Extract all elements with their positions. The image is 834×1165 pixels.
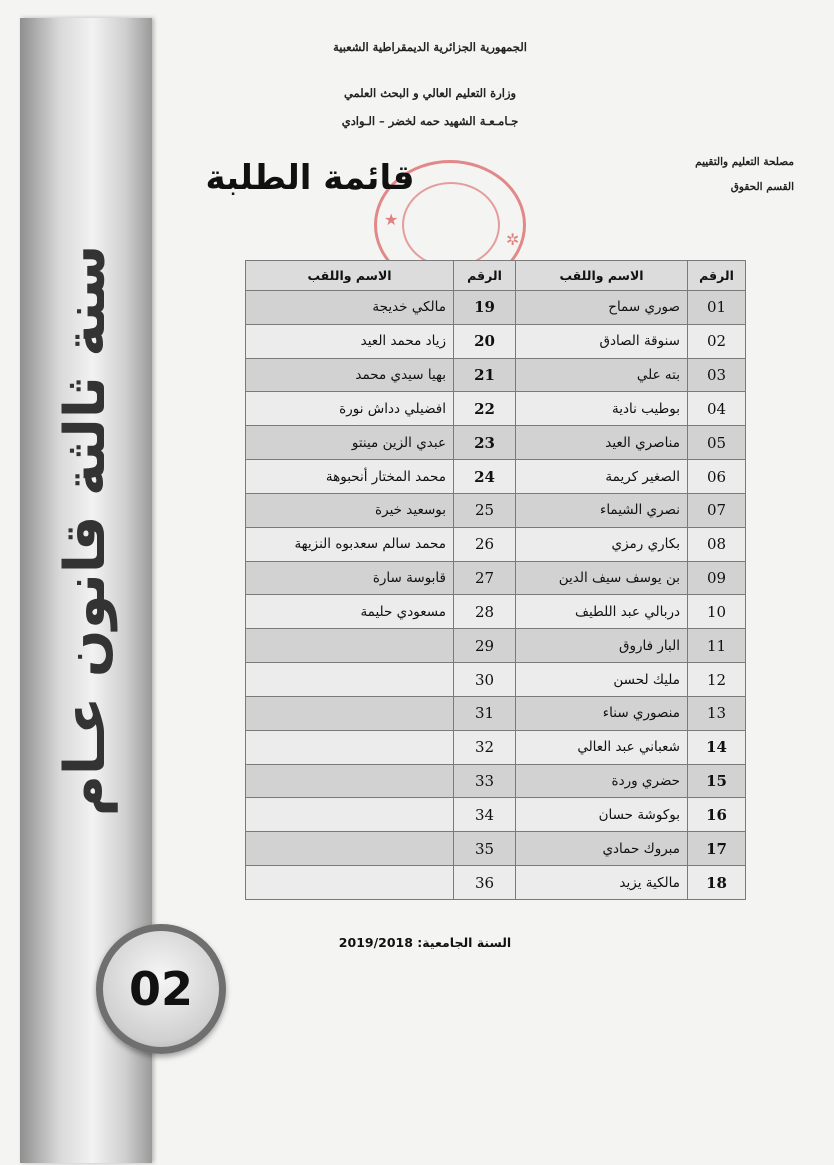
banner-title-wrap <box>22 244 150 816</box>
row-number: 06 <box>688 460 746 494</box>
row-number: 33 <box>454 764 516 798</box>
col-name-header: الاسم واللقب <box>516 261 688 291</box>
republic-header: الجمهورية الجزائرية الديمقراطية الشعبية <box>333 40 527 54</box>
student-name: حضري وردة <box>516 764 688 798</box>
row-number: 08 <box>688 527 746 561</box>
table-row <box>246 527 746 561</box>
row-number: 17 <box>688 832 746 866</box>
row-number: 35 <box>454 832 516 866</box>
row-number: 31 <box>454 696 516 730</box>
student-name: نصري الشيماء <box>516 493 688 527</box>
table-row <box>246 324 746 358</box>
row-number: 10 <box>688 595 746 629</box>
row-number: 34 <box>454 798 516 832</box>
row-number: 36 <box>454 866 516 900</box>
student-name: مسعودي حليمة <box>246 595 454 629</box>
table-row <box>246 392 746 426</box>
student-name: مالكي خديجة <box>246 291 454 325</box>
row-number: 28 <box>454 595 516 629</box>
row-number: 13 <box>688 696 746 730</box>
row-number: 03 <box>688 358 746 392</box>
student-name <box>246 832 454 866</box>
row-number: 23 <box>454 426 516 460</box>
student-name: مليك لحسن <box>516 663 688 697</box>
table-row <box>246 696 746 730</box>
student-name <box>246 798 454 832</box>
student-name <box>246 629 454 663</box>
student-name: محمد المختار أنحبوهة <box>246 460 454 494</box>
student-name: بهيا سيدي محمد <box>246 358 454 392</box>
student-name: الصغير كريمة <box>516 460 688 494</box>
table-header-row <box>246 261 746 291</box>
row-number: 32 <box>454 730 516 764</box>
official-stamp-inner <box>402 182 500 268</box>
page-title: قائمة الطلبة <box>205 158 415 198</box>
academic-year: السنة الجامعية: 2019/2018 <box>338 935 512 950</box>
row-number: 20 <box>454 324 516 358</box>
student-name: شعباني عبد العالي <box>516 730 688 764</box>
table-row <box>246 663 746 697</box>
stamp-star-icon: ✲ <box>506 230 520 249</box>
student-name: صوري سماح <box>516 291 688 325</box>
row-number: 21 <box>454 358 516 392</box>
ministry-header: وزارة التعليم العالي و البحث العلمي <box>343 86 517 100</box>
student-name <box>246 866 454 900</box>
table-row <box>246 798 746 832</box>
table-row <box>246 866 746 900</box>
row-number: 02 <box>688 324 746 358</box>
row-number: 04 <box>688 392 746 426</box>
student-name: بوطيب نادية <box>516 392 688 426</box>
student-name: مناصري العيد <box>516 426 688 460</box>
row-number: 30 <box>454 663 516 697</box>
table-row <box>246 460 746 494</box>
row-number: 12 <box>688 663 746 697</box>
student-name: محمد سالم سعدبوه النزيهة <box>246 527 454 561</box>
row-number: 11 <box>688 629 746 663</box>
table-row <box>246 629 746 663</box>
group-number: 02 <box>128 962 193 1016</box>
row-number: 22 <box>454 392 516 426</box>
table-row <box>246 358 746 392</box>
table-row <box>246 561 746 595</box>
row-number: 19 <box>454 291 516 325</box>
row-number: 18 <box>688 866 746 900</box>
table-row <box>246 764 746 798</box>
student-name: بكاري رمزي <box>516 527 688 561</box>
row-number: 05 <box>688 426 746 460</box>
table-row <box>246 730 746 764</box>
stamp-star-icon: ★ <box>384 210 399 229</box>
row-number: 09 <box>688 561 746 595</box>
student-name: مبروك حمادي <box>516 832 688 866</box>
student-name: بوكوشة حسان <box>516 798 688 832</box>
student-name: مالكية يزيد <box>516 866 688 900</box>
student-name <box>246 764 454 798</box>
student-name: عبدي الزين مينتو <box>246 426 454 460</box>
row-number: 14 <box>688 730 746 764</box>
student-name: افضيلي دداش نورة <box>246 392 454 426</box>
student-name: منصوري سناء <box>516 696 688 730</box>
student-name <box>246 730 454 764</box>
table-row <box>246 832 746 866</box>
banner-title: سنة ثالثة قانون عـام <box>53 244 119 816</box>
row-number: 27 <box>454 561 516 595</box>
student-name: زياد محمد العيد <box>246 324 454 358</box>
table-row <box>246 426 746 460</box>
row-number: 15 <box>688 764 746 798</box>
col-number-header: الرقم <box>454 261 516 291</box>
student-name: بوسعيد خيرة <box>246 493 454 527</box>
table-row <box>246 493 746 527</box>
row-number: 16 <box>688 798 746 832</box>
row-number: 25 <box>454 493 516 527</box>
col-number-header: الرقم <box>688 261 746 291</box>
row-number: 07 <box>688 493 746 527</box>
student-name: دربالي عبد اللطيف <box>516 595 688 629</box>
row-number: 01 <box>688 291 746 325</box>
col-name-header: الاسم واللقب <box>246 261 454 291</box>
group-badge <box>96 924 226 1054</box>
student-name: قابوسة سارة <box>246 561 454 595</box>
student-name: البار فاروق <box>516 629 688 663</box>
student-table <box>245 260 746 900</box>
row-number: 29 <box>454 629 516 663</box>
table-body <box>246 291 746 900</box>
department-header: القسم الحقوق <box>730 181 794 193</box>
table-row <box>246 595 746 629</box>
row-number: 24 <box>454 460 516 494</box>
university-header: جـامـعـة الشهيد حمه لخضر – الـوادي <box>341 114 519 128</box>
table-row <box>246 291 746 325</box>
student-name: بته علي <box>516 358 688 392</box>
student-name <box>246 696 454 730</box>
student-name: بن يوسف سيف الدين <box>516 561 688 595</box>
row-number: 26 <box>454 527 516 561</box>
service-header: مصلحة التعليم والتقييم <box>695 156 794 168</box>
student-name <box>246 663 454 697</box>
student-name: سنوقة الصادق <box>516 324 688 358</box>
